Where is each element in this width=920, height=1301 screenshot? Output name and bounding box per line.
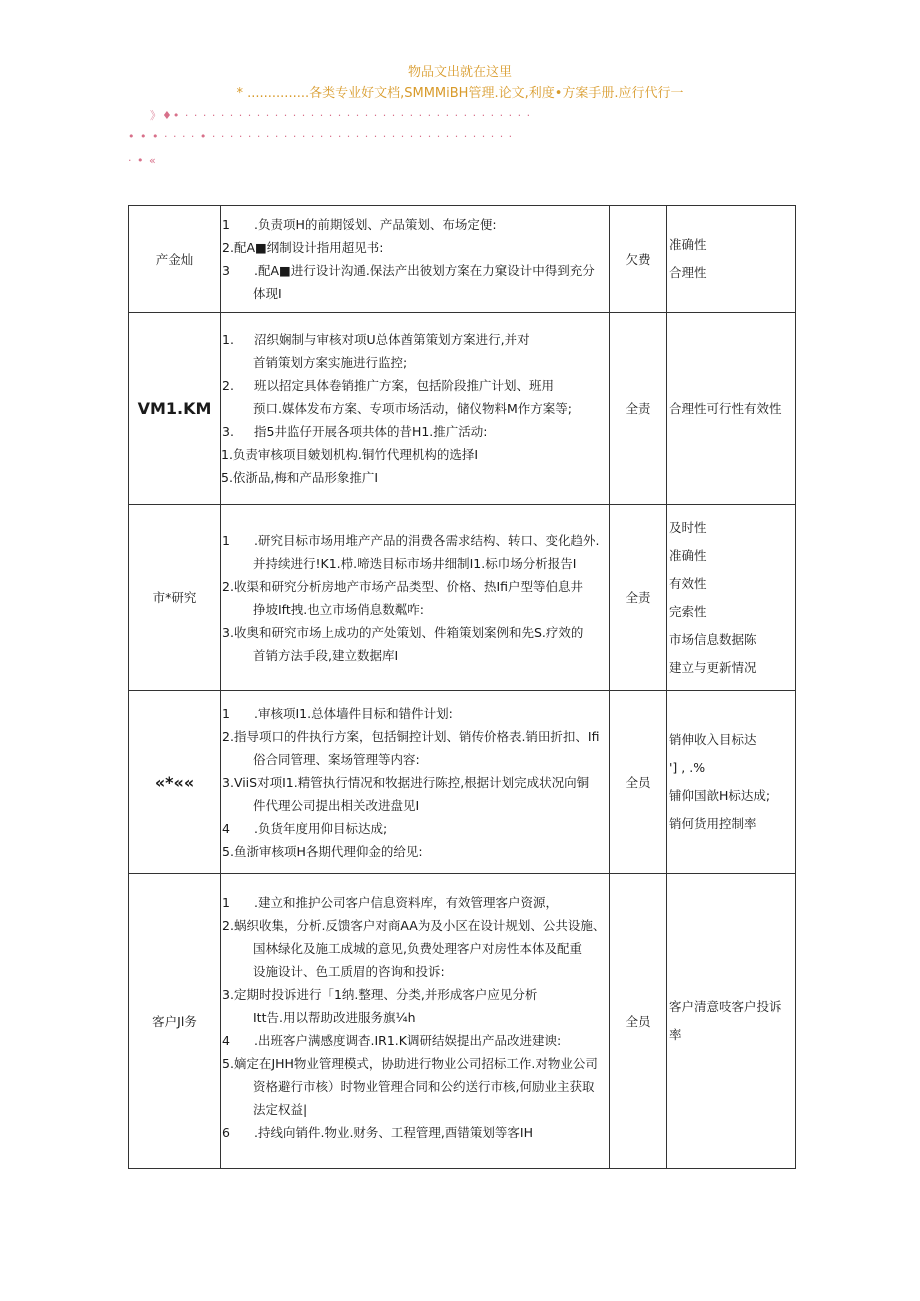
duty-item-number: 6 [222, 1124, 230, 1140]
duty-item-continuation: Itt告.用以帮助改进服务旗¼h [253, 1009, 416, 1025]
duty-item-continuation: 设施设计、色工质眉的咨询和投诉: [253, 963, 445, 979]
responsibility-cell: 全责 [610, 505, 667, 691]
kpi-cell [667, 206, 796, 313]
duty-item-text: .建立和推护公司客户信息资料库，有效管理客户资源， [254, 894, 558, 910]
duty-item-text: 嫡定在JHH物业管理模式，协助进行物业公司招标工作.对物业公司 [233, 1055, 598, 1071]
duty-item-text: 蜗织收集，分析.反馈客户对商AA为及小区在设计规划、公共设施、 [233, 917, 606, 933]
duty-item-number: 1 [222, 532, 230, 548]
duty-item [221, 1052, 607, 1075]
duty-item-text: .持线向销件.物业.财务、工程管理,酉错策划等客IH [254, 1124, 533, 1140]
duty-item-number: 1 [222, 894, 230, 910]
duty-cell [221, 313, 610, 505]
duty-item [221, 466, 607, 489]
duty-item-continuation: 资格避行市核）时物业管理合同和公约送行市核,何励业主获取 [253, 1078, 595, 1094]
duty-cell [221, 874, 610, 1169]
duty-item [221, 702, 607, 725]
dept-name-cell: VM1.KM [129, 313, 221, 505]
decorative-dots-row-3: · • « [128, 154, 157, 167]
duty-cell [221, 206, 610, 313]
responsibility-cell: 全责 [610, 313, 667, 505]
duty-cell [221, 691, 610, 874]
kpi-cell [667, 313, 796, 505]
duty-item-number: 4 [222, 1032, 230, 1048]
duty-item [221, 1121, 607, 1144]
duty-item-number: 4 [222, 820, 230, 836]
kpi-item: 完索性 [669, 603, 707, 619]
duty-item-number: 1. [222, 332, 234, 347]
duty-item-continuation: 件代理公司提出相关改进盘见I [253, 797, 420, 813]
duty-item-number: 5. [222, 1055, 234, 1071]
dept-name-cell: «*«« [129, 691, 221, 874]
duty-item-text: .负责项H的前期馁划、产品策划、布场定便: [254, 217, 497, 232]
duty-item-continuation: 并持续进行!K1.栉.啼迭目标市场井细制I1.标巾场分析报告I [253, 555, 577, 571]
duty-item [221, 914, 607, 937]
duty-item-number: 1 [222, 217, 230, 232]
duty-item-number: 2. [222, 378, 234, 393]
duty-item-text: 指导项口的件执行方案，包括铜控计划、销传价格表.销田折扣、Ifi [233, 728, 600, 744]
duty-item-text: 定期时投诉进行「1纳.整理、分类,并形成客户应见分析 [233, 986, 538, 1002]
duty-item-text: 沼织娴制与审核对项U总体酋第策划方案进行,并对 [254, 332, 530, 347]
responsibility-cell: 欠费 [610, 206, 667, 313]
kpi-item: '] , .% [669, 760, 706, 775]
duty-item [221, 236, 607, 259]
kpi-item: 准确性 [669, 237, 707, 252]
duty-item-number: 3. [222, 624, 234, 640]
kpi-item: 有效性 [669, 575, 707, 591]
decorative-dots-row-1: 》♦• · · · · · · · · · · · · · · · · · · · · · · · · · · · · · · · · · · · · · · · [150, 109, 532, 122]
kpi-item: 铺仰国歆H标达成; [669, 788, 771, 803]
header-title: 物品文出就在这里 [407, 65, 512, 80]
duty-item [221, 259, 607, 282]
duty-item-number: 2. [222, 917, 234, 933]
duty-item [221, 621, 607, 644]
duty-item [221, 443, 607, 466]
duty-item [221, 840, 607, 863]
duty-item-continuation: 俗合同管理、案场管理等内容: [253, 751, 420, 767]
kpi-cell [667, 691, 796, 874]
kpi-item: 销伸收入目标达 [669, 732, 757, 747]
kpi-item: 销何货用控制率 [669, 816, 757, 831]
kpi-item: 建立与更新情况 [669, 659, 757, 675]
duty-item-text: 收奥和研究市场上成功的产处策划、件箱策划案例和先S.疗效的 [233, 624, 584, 640]
duty-item [221, 213, 607, 236]
duty-item-continuation: 首销策划方案实施进行监控; [253, 355, 408, 370]
kpi-cell [667, 874, 796, 1169]
duty-item-number: 5. [222, 843, 234, 859]
duty-item-text: 收渠和研究分析房地产市场产品类型、价格、热Ifi户型等伯息井 [233, 578, 583, 594]
duty-item-number: 2. [222, 728, 234, 744]
duty-item [221, 575, 607, 598]
table-row [129, 313, 796, 505]
header-subtitle: * ...............各类专业好文档,SMMMiBH管理.论文,利度•方案手册.应行代行一 [236, 86, 684, 101]
dept-name-cell: 客户Jl务 [129, 874, 221, 1169]
duty-item-number: 3. [222, 774, 234, 790]
duty-item-text: 配A■纲制设计指用超见书: [233, 240, 384, 255]
duty-item-text: .出班客户满感度调杳.IR1.K调研结娱提出产品改进建谀: [254, 1032, 562, 1048]
duty-item-continuation: 预口.媒体发布方案、专项市场活动，储仪物料M作方案等; [253, 401, 572, 416]
kpi-item: 客户清意吱客户投诉 [669, 999, 782, 1014]
table-row [129, 505, 796, 691]
duty-item [221, 1029, 607, 1052]
duty-item-text: ViiS对项I1.精管执行情况和牧据进行陈控,根据计划完成状况向铜 [233, 774, 590, 790]
kpi-item: 准确性 [669, 547, 707, 563]
duty-item [221, 529, 607, 552]
duty-item-continuation: 法定权益| [253, 1101, 308, 1117]
duty-item-text: .研究目标市场用堆产产品的涓费各需求结构、转口、变化趋外. [254, 532, 600, 548]
table-row [129, 206, 796, 313]
duty-item-continuation: 国林绿化及施工成城的意见,负费处理客户对房性本体及配重 [253, 940, 582, 956]
truncated-line [221, 1144, 607, 1152]
duty-item-continuation: 挣坡Ift拽.也立市场俏息数粼咋: [253, 601, 424, 617]
kpi-cell [667, 505, 796, 691]
duty-item [221, 374, 607, 397]
duty-item-text: 1.负责审核项目皴划机构.铜竹代理机构的选择I [221, 447, 479, 462]
responsibility-cell: 全员 [610, 874, 667, 1169]
duty-item [221, 420, 607, 443]
duty-item [221, 817, 607, 840]
duty-item-text: .负货年度用仰目标达成; [254, 820, 388, 836]
duty-item [221, 328, 607, 351]
kpi-item: 合理性 [669, 265, 707, 280]
table-row [129, 691, 796, 874]
duty-cell [221, 505, 610, 691]
duty-item-number: 3. [222, 424, 234, 439]
duty-item-text: .审核项I1.总体墙件目标和错件计划: [254, 705, 453, 721]
duty-item-number: 3. [222, 986, 234, 1002]
responsibility-table [128, 205, 796, 1169]
duty-item-number: 2. [222, 578, 234, 594]
duty-item-number: 1 [222, 705, 230, 721]
duty-item-text: .配A■进行设计沟通.保法产出彼划方案在力窠设计中得到充分 [254, 263, 595, 278]
duty-item-text: 5.依浙品,梅和产品形象推广I [221, 470, 379, 485]
duty-item-continuation: 体现I [253, 286, 282, 301]
kpi-item: 率 [669, 1027, 682, 1042]
table-row [129, 874, 796, 1169]
decorative-dots-row-2: • • • · · · · • · · · · · · · · · · · · · · · · · · · · · · · · · · · · · · · · · · [128, 130, 514, 143]
responsibility-cell: 全员 [610, 691, 667, 874]
duty-item [221, 771, 607, 794]
dept-name-cell: 产金灿 [129, 206, 221, 313]
kpi-item: 及时性 [669, 519, 707, 535]
dept-name-cell: 市*研究 [129, 505, 221, 691]
duty-item-text: 指5井监仔开展各项共体的昔H1.推广活动: [254, 424, 488, 439]
kpi-item: 合理性可行性有效性 [669, 400, 782, 416]
duty-item-number: 3 [222, 263, 230, 278]
duty-item [221, 891, 607, 914]
duty-item [221, 725, 607, 748]
kpi-item: 市场信息数据陈 [669, 631, 757, 647]
duty-item-text: 班以招定具体卷销推广方案，包括阶段推广计划、班用 [254, 378, 555, 393]
duty-item-text: 鱼浙审核项H各期代理仰金的给见: [233, 843, 423, 859]
duty-item [221, 983, 607, 1006]
duty-item-number: 2. [222, 240, 234, 255]
duty-item-continuation: 首销方法手段,建立数据库I [253, 647, 399, 663]
